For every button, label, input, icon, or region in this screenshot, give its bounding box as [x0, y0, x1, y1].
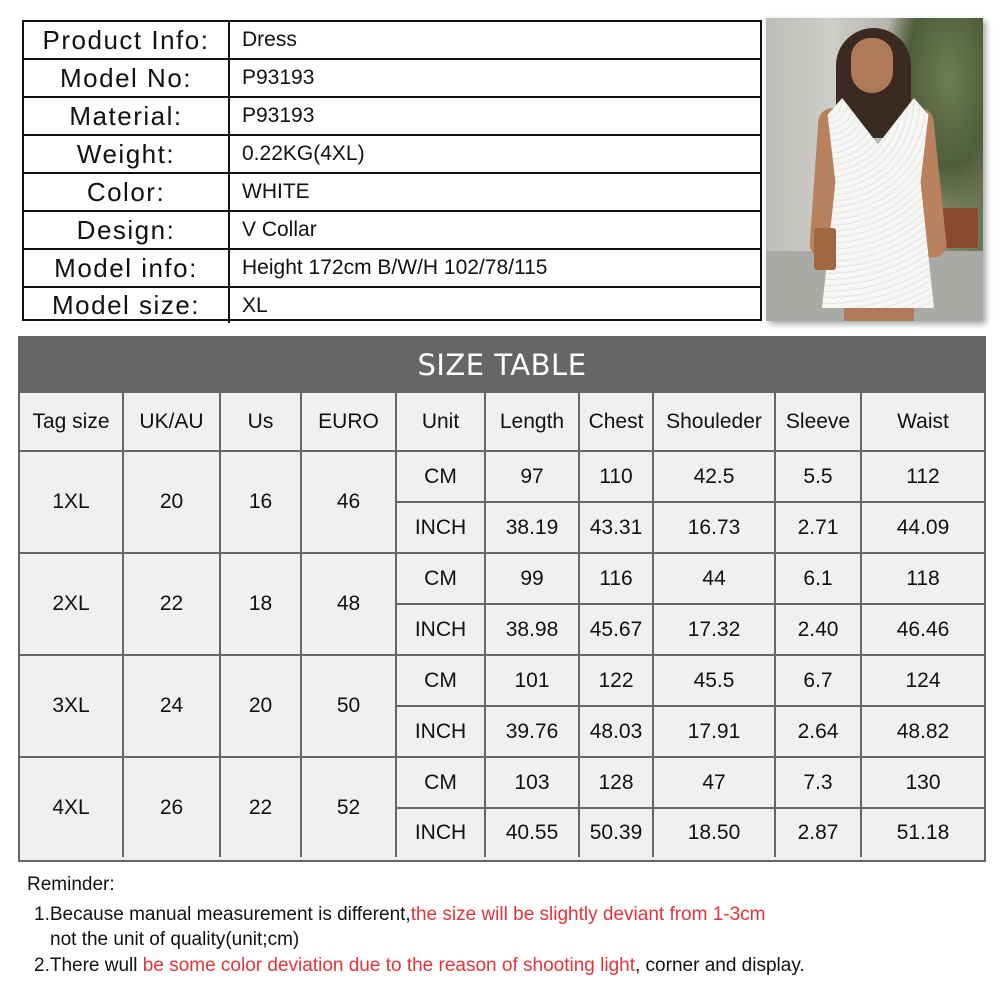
size-table-title: SIZE TABLE [20, 338, 984, 393]
info-label: Model No: [24, 60, 230, 96]
size-table [18, 336, 986, 862]
chest-cm-cell: 122 [580, 656, 654, 707]
column-header: Shouleder [654, 393, 776, 452]
reminder-item-2 [34, 955, 805, 977]
unit-cell: CM [397, 452, 486, 503]
column-header: Chest [580, 393, 654, 452]
info-label: Color: [24, 174, 230, 210]
length-cm-cell: 101 [486, 656, 580, 707]
info-label: Model size: [24, 288, 230, 323]
waist-inch-cell: 46.46 [862, 605, 984, 656]
waist-cm-cell: 124 [862, 656, 984, 707]
unit-cell: CM [397, 554, 486, 605]
info-label: Weight: [24, 136, 230, 172]
chest-cm-cell: 110 [580, 452, 654, 503]
info-value: 0.22KG(4XL) [242, 142, 365, 165]
length-inch-cell: 40.55 [486, 809, 580, 857]
uk-au-cell: 26 [124, 758, 221, 857]
uk-au-cell: 22 [124, 554, 221, 656]
face-shape [851, 38, 893, 93]
size-grid [20, 393, 984, 860]
sleeve-cm-cell: 6.1 [776, 554, 862, 605]
length-inch-cell: 38.98 [486, 605, 580, 656]
euro-cell: 50 [302, 656, 397, 758]
product-info-table [22, 20, 762, 321]
info-row-material [24, 98, 760, 136]
sleeve-inch-cell: 2.71 [776, 503, 862, 554]
info-value: Height 172cm B/W/H 102/78/115 [242, 256, 548, 279]
shoulder-inch-cell: 16.73 [654, 503, 776, 554]
uk-au-cell: 20 [124, 452, 221, 554]
length-cm-cell: 97 [486, 452, 580, 503]
tag-size-cell: 2XL [20, 554, 124, 656]
chest-inch-cell: 43.31 [580, 503, 654, 554]
unit-cell: INCH [397, 809, 486, 857]
info-row-weight [24, 136, 760, 174]
shoulder-cm-cell: 44 [654, 554, 776, 605]
us-cell: 20 [221, 656, 302, 758]
unit-cell: CM [397, 656, 486, 707]
chest-inch-cell: 48.03 [580, 707, 654, 758]
info-row-model-no [24, 60, 760, 98]
unit-cell: INCH [397, 605, 486, 656]
length-cm-cell: 99 [486, 554, 580, 605]
info-value: Dress [242, 28, 297, 51]
length-cm-cell: 103 [486, 758, 580, 809]
info-label: Product Info: [24, 22, 230, 58]
chest-inch-cell: 50.39 [580, 809, 654, 857]
product-photo [766, 18, 983, 321]
column-header: UK/AU [124, 393, 221, 452]
euro-cell: 48 [302, 554, 397, 656]
info-row-product [24, 22, 760, 60]
unit-cell: INCH [397, 503, 486, 554]
unit-cell: CM [397, 758, 486, 809]
uk-au-cell: 24 [124, 656, 221, 758]
column-header: Unit [397, 393, 486, 452]
info-row-design [24, 212, 760, 250]
reminder-highlight: be some color deviation due to the reason of shooting light [142, 955, 635, 976]
reminder-highlight: the size will be slightly deviant from 1-3cm [410, 904, 766, 925]
info-value: XL [242, 293, 268, 317]
column-header: Waist [862, 393, 984, 452]
sleeve-cm-cell: 7.3 [776, 758, 862, 809]
reminder-item-1 [34, 904, 766, 926]
info-row-color [24, 174, 760, 212]
euro-cell: 52 [302, 758, 397, 857]
column-header: Tag size [20, 393, 124, 452]
sleeve-inch-cell: 2.64 [776, 707, 862, 758]
info-row-model-info [24, 250, 760, 288]
sleeve-cm-cell: 6.7 [776, 656, 862, 707]
shoulder-cm-cell: 47 [654, 758, 776, 809]
shoulder-cm-cell: 42.5 [654, 452, 776, 503]
shoulder-inch-cell: 17.91 [654, 707, 776, 758]
tag-size-cell: 4XL [20, 758, 124, 857]
reminder-text: 1.Because manual measurement is different, [34, 904, 411, 925]
sleeve-inch-cell: 2.87 [776, 809, 862, 857]
info-row-model-size [24, 288, 760, 323]
euro-cell: 46 [302, 452, 397, 554]
us-cell: 18 [221, 554, 302, 656]
us-cell: 22 [221, 758, 302, 857]
reminder-item-1-line2: not the unit of quality(unit;cm) [50, 929, 300, 950]
info-value: P93193 [242, 66, 315, 89]
waist-inch-cell: 44.09 [862, 503, 984, 554]
waist-cm-cell: 118 [862, 554, 984, 605]
info-label: Material: [24, 98, 230, 134]
info-value: WHITE [242, 180, 310, 203]
shoulder-inch-cell: 17.32 [654, 605, 776, 656]
reminder-title: Reminder: [27, 874, 115, 895]
bag-shape [814, 228, 836, 270]
waist-inch-cell: 48.82 [862, 707, 984, 758]
info-value: P93193 [242, 104, 315, 127]
waist-cm-cell: 130 [862, 758, 984, 809]
length-inch-cell: 38.19 [486, 503, 580, 554]
column-header: EURO [302, 393, 397, 452]
chest-cm-cell: 116 [580, 554, 654, 605]
shoulder-cm-cell: 45.5 [654, 656, 776, 707]
sleeve-inch-cell: 2.40 [776, 605, 862, 656]
column-header: Length [486, 393, 580, 452]
waist-cm-cell: 112 [862, 452, 984, 503]
info-label: Model info: [24, 250, 230, 286]
info-value: V Collar [242, 218, 317, 241]
info-label: Design: [24, 212, 230, 248]
reminder-text: 2.There wull [34, 955, 143, 976]
length-inch-cell: 39.76 [486, 707, 580, 758]
tag-size-cell: 1XL [20, 452, 124, 554]
waist-inch-cell: 51.18 [896, 821, 950, 844]
chest-cm-cell: 128 [580, 758, 654, 809]
sleeve-cm-cell: 5.5 [776, 452, 862, 503]
shoulder-inch-cell: 18.50 [654, 809, 776, 857]
reminder-text: , corner and display. [635, 955, 805, 976]
chest-inch-cell: 45.67 [580, 605, 654, 656]
column-header: Sleeve [776, 393, 862, 452]
column-header: Us [221, 393, 302, 452]
unit-cell: INCH [397, 707, 486, 758]
us-cell: 16 [221, 452, 302, 554]
tag-size-cell: 3XL [20, 656, 124, 758]
